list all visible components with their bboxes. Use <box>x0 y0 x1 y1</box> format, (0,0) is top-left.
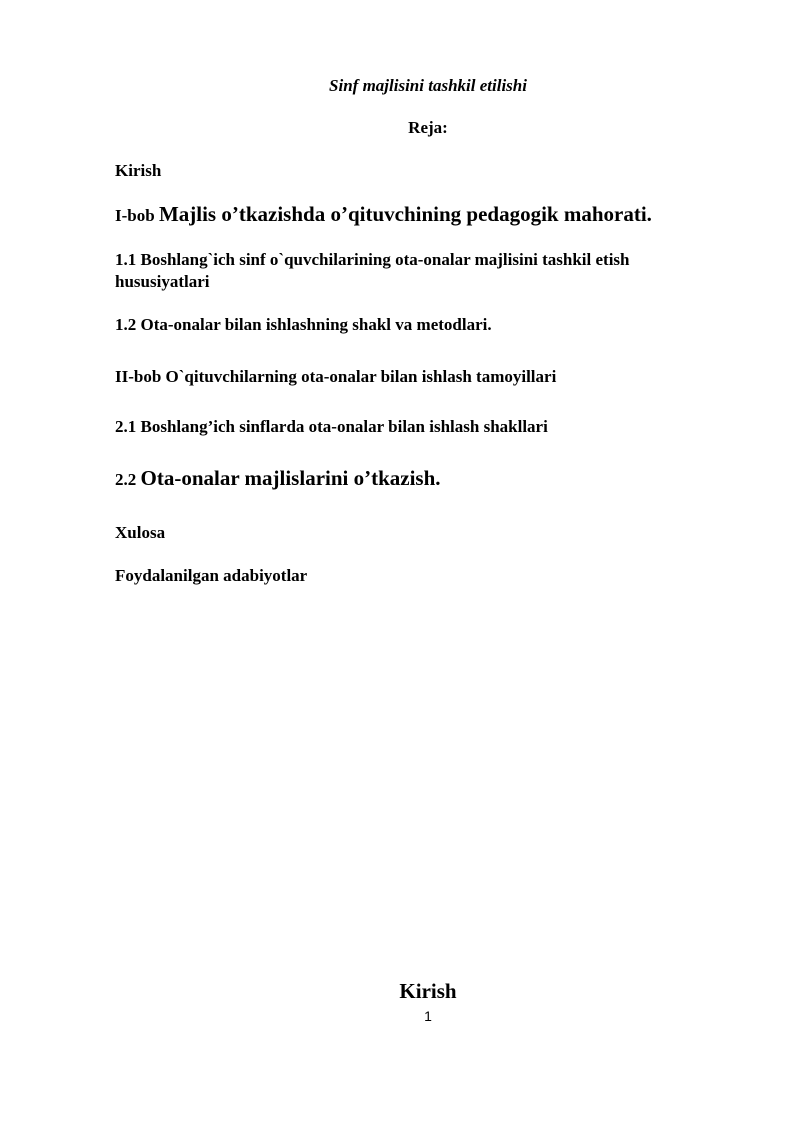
toc-item-prefix: I-bob <box>115 206 159 225</box>
toc-item-intro: Kirish <box>115 161 162 180</box>
toc-item-prefix: 2.2 <box>115 470 141 489</box>
toc-item-1-2: 1.2 Ota-onalar bilan ishlashning shakl va metodlari. <box>115 315 492 334</box>
section-heading: Kirish <box>399 979 457 1003</box>
page-number: 1 <box>424 1008 432 1024</box>
toc-item-2-1: 2.1 Boshlang’ich sinflarda ota-onalar bilan ishlash shakllari <box>115 417 548 436</box>
toc-item-2-2 <box>115 467 715 491</box>
toc-item-references: Foydalanilgan adabiyotlar <box>115 566 308 585</box>
toc-item-label: Ota-onalar majlislarini o’tkazish. <box>140 466 441 490</box>
toc-item-chapter-2: II-bob O`qituvchilarning ota-onalar bilan ishlash tamoyillari <box>115 367 557 386</box>
toc-item-1-1: 1.1 Boshlang`ich sinf o`quvchilarining ota-onalar majlisini tashkil etish hususiyatlari <box>115 250 630 291</box>
toc-item-conclusion: Xulosa <box>115 523 166 542</box>
document-title: Sinf majlisini tashkil etilishi <box>329 76 527 95</box>
toc-item-chapter-1 <box>115 203 715 227</box>
toc-item-label: Majlis o’tkazishda o’qituvchining pedagogik mahorati. <box>158 202 652 226</box>
plan-heading: Reja: <box>408 118 448 137</box>
